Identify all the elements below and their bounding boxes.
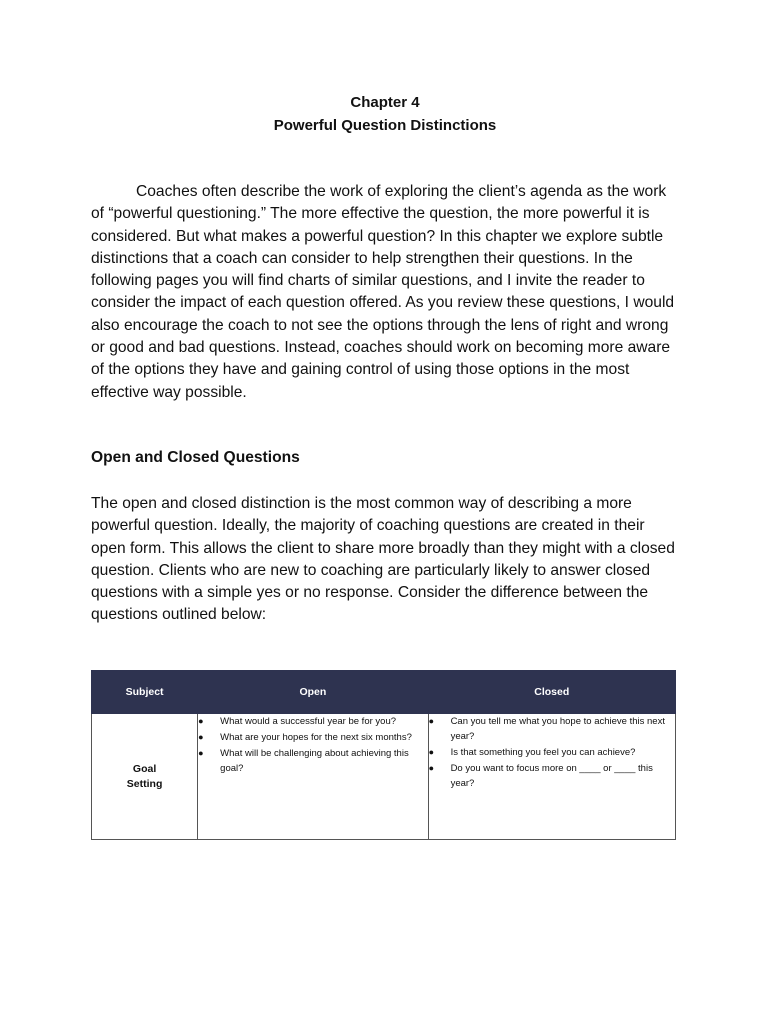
- question-text: What are your hopes for the next six months?: [220, 732, 412, 743]
- closed-questions-cell: [428, 714, 675, 840]
- open-questions-list: [198, 714, 427, 776]
- list-item: [198, 714, 427, 729]
- question-text: Do you want to focus more on ____ or ____ this year?: [450, 763, 653, 789]
- list-item: [198, 746, 427, 776]
- question-text: Can you tell me what you hope to achieve this next year?: [450, 716, 665, 742]
- header-subject: Subject: [92, 671, 198, 714]
- bullet-icon: ●: [198, 716, 204, 726]
- bullet-icon: ●: [198, 732, 204, 742]
- bullet-icon: ●: [428, 716, 434, 726]
- subject-cell: [92, 714, 198, 840]
- list-item: [429, 761, 675, 791]
- question-text: What would a successful year be for you?: [220, 716, 397, 727]
- chapter-number: Chapter 4: [350, 94, 420, 111]
- section-paragraph: The open and closed distinction is the most common way of describing a more powerful question. Ideally, the majority of coaching questions are created in their open form. This allows the client to share more broadly than they might with a closed question. Clients who are new to coaching are particularly likely to answer closed questions with a simple yes or no response. Consider the difference between the questions outlined below:: [91, 495, 675, 624]
- bullet-icon: ●: [198, 748, 204, 758]
- question-text: Is that something you feel you can achieve?: [450, 747, 636, 758]
- subject-line: Setting: [126, 777, 163, 790]
- list-item: [198, 730, 427, 745]
- list-item: [429, 745, 675, 760]
- section-heading: Open and Closed Questions: [91, 449, 300, 466]
- table-row: [92, 714, 676, 840]
- list-item: [429, 714, 675, 744]
- questions-table: [91, 670, 676, 840]
- chapter-title: Powerful Question Distinctions: [273, 117, 497, 134]
- closed-questions-list: [429, 714, 675, 791]
- bullet-icon: ●: [428, 747, 434, 757]
- question-text: What will be challenging about achieving this goal?: [220, 748, 409, 774]
- intro-paragraph: Coaches often describe the work of exploring the client’s agenda as the work of “powerful questioning.” The more effective the question, the more powerful it is considered. But what makes a powerful question? In this chapter we explore subtle distinctions that a coach can consider to help strengthen their questions. In the following pages you will find charts of similar questions, and I invite the reader to consider the impact of each question offered. As you review these questions, I would also encourage the coach to not see the options through the lens of right and wrong or good and bad questions. Instead, coaches should work on becoming more aware of the options they have and gaining control of using those options in the most effective way possible.: [91, 183, 675, 401]
- header-closed: Closed: [428, 671, 675, 714]
- subject-line: Goal: [132, 762, 157, 775]
- bullet-icon: ●: [428, 763, 434, 773]
- open-questions-cell: [198, 714, 428, 840]
- header-open: Open: [198, 671, 428, 714]
- table-header-row: [92, 671, 676, 714]
